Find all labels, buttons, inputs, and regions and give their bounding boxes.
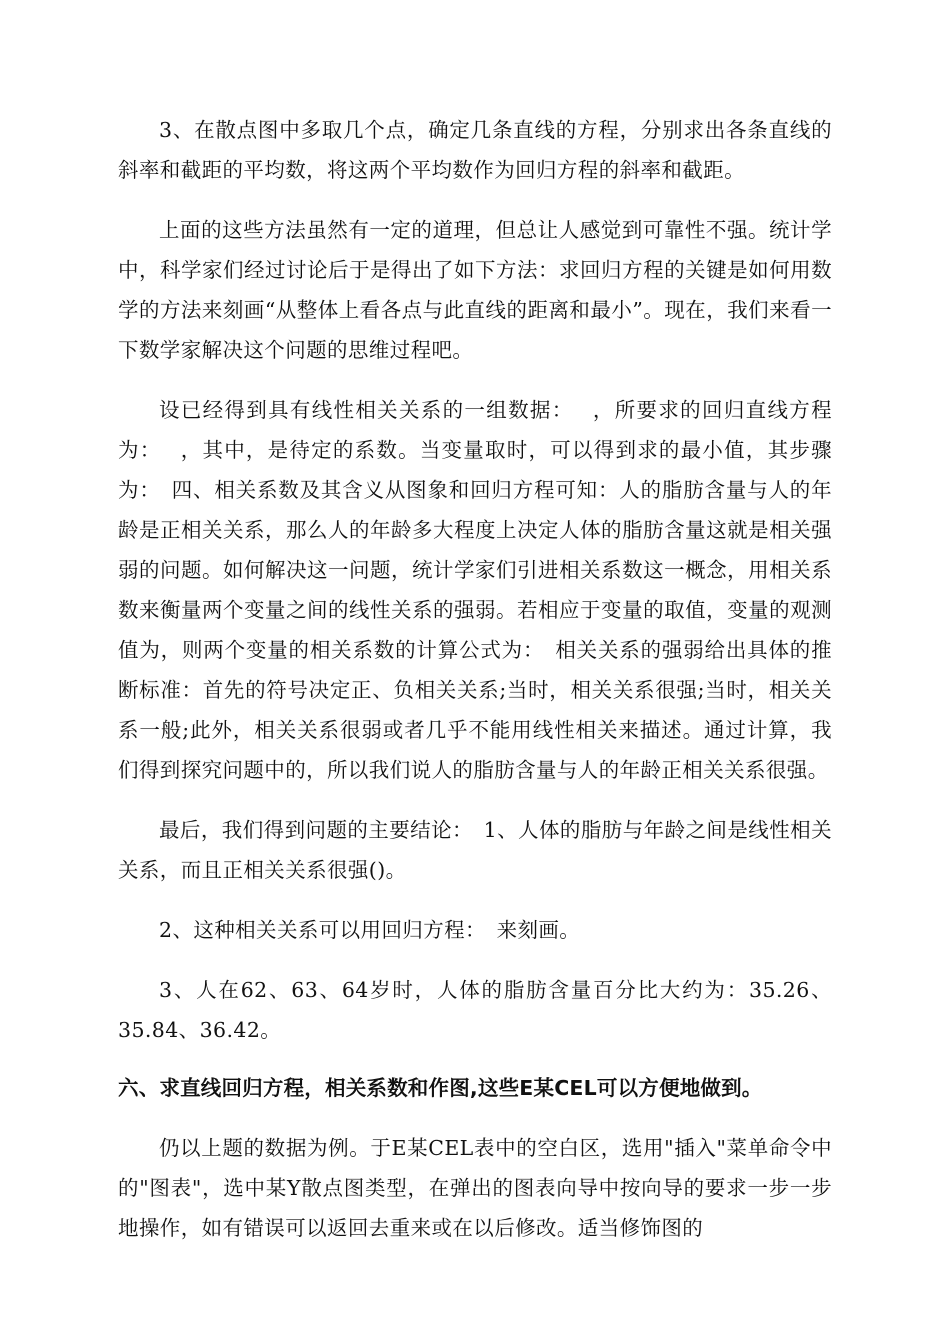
- paragraph-conclusion-1: 最后，我们得到问题的主要结论： 1、人体的脂肪与年龄之间是线性相关关系，而且正相关关系很强()。: [118, 818, 832, 882]
- paragraph-method-3: 3、在散点图中多取几个点，确定几条直线的方程，分别求出各条直线的斜率和截距的平均数，将这两个平均数作为回归方程的斜率和截距。: [118, 118, 832, 182]
- paragraph-conclusion-3: 3、人在62、63、64岁时，人体的脂肪含量百分比大约为：35.26、35.84、36.42。: [118, 978, 832, 1042]
- section-heading-6: 六、求直线回归方程，相关系数和作图,这些E某CEL可以方便地做到。: [118, 1076, 763, 1100]
- paragraph-least-squares-intro: 上面的这些方法虽然有一定的道理，但总让人感觉到可靠性不强。统计学中，科学家们经过讨论后于是得出了如下方法：求回归方程的关键是如何用数学的方法来刻画“从整体上看各点与此直线的距离和最小”。现在，我们来看一下数学家解决这个问题的思维过程吧。: [118, 218, 832, 362]
- paragraph-excel-steps: 仍以上题的数据为例。于E某CEL表中的空白区，选用"插入"菜单命令中的"图表"，选中某Y散点图类型，在弹出的图表向导中按向导的要求一步一步地操作，如有错误可以返回去重来或在以后修改。适当修饰图的: [118, 1136, 832, 1240]
- paragraph-correlation-coefficient: 设已经得到具有线性相关关系的一组数据： ，所要求的回归直线方程为： ，其中，是待定的系数。当变量取时，可以得到求的最小值，其步骤为： 四、相关系数及其含义从图象和回归方程可知：人的脂肪含量与人的年龄是正相关关系，那么人的年龄多大程度上决定人体的脂肪含量这就是相关强弱的问题。如何解决这一问题，统计学家们引进相关系数这一概念，用相关系数来衡量两个变量之间的线性关系的强弱。若相应于变量的取值，变量的观测值为，则两个变量的相关系数的计算公式为： 相关关系的强弱给出具体的推断标准：首先的符号决定正、负相关关系;当时，相关关系很强;当时，相关关系一般;此外，相关关系很弱或者几乎不能用线性相关来描述。通过计算，我们得到探究问题中的，所以我们说人的脂肪含量与人的年龄正相关关系很强。: [118, 398, 832, 782]
- paragraph-conclusion-2: 2、这种相关关系可以用回归方程： 来刻画。: [159, 918, 581, 942]
